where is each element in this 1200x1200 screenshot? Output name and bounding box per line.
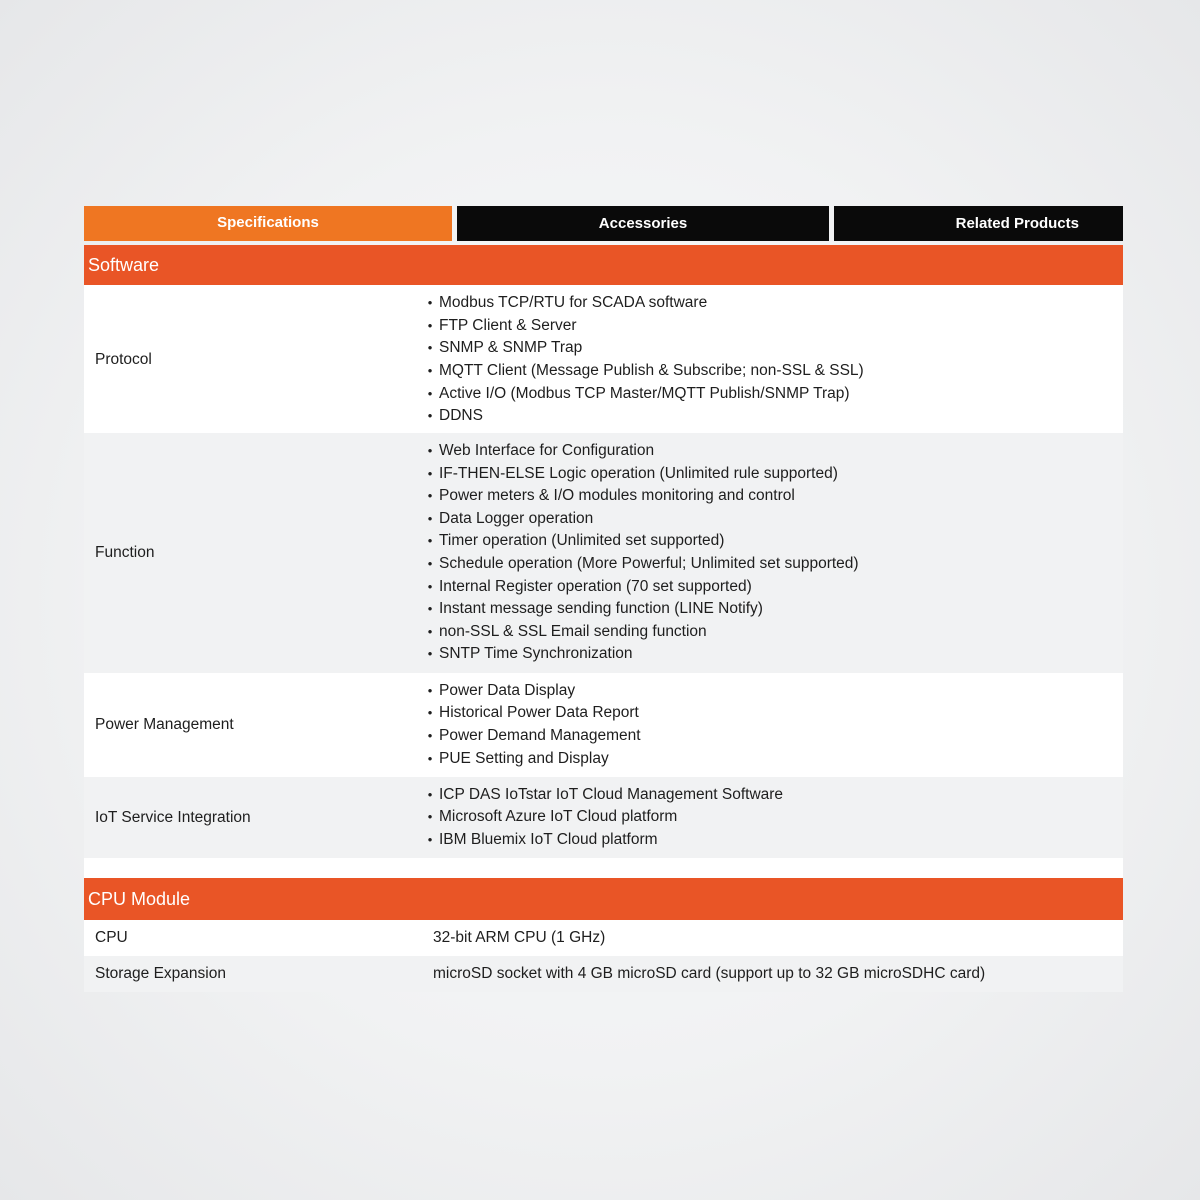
list-item xyxy=(421,315,864,338)
list-item-text: Microsoft Azure IoT Cloud platform xyxy=(439,808,678,826)
list-item-text: Power meters & I/O modules monitoring and control xyxy=(439,487,795,505)
list-item xyxy=(421,829,783,852)
list-item xyxy=(421,598,859,621)
bullet-icon: • xyxy=(427,363,433,378)
list-item-text: Timer operation (Unlimited set supported) xyxy=(439,532,725,550)
list-item xyxy=(421,576,859,599)
list-item-text: Historical Power Data Report xyxy=(439,704,639,722)
spec-label: Function xyxy=(95,544,155,561)
bullet-icon: • xyxy=(427,385,433,401)
spec-label: Storage Expansion xyxy=(95,965,226,982)
list-item-text: Data Logger operation xyxy=(439,509,594,527)
tab-bar xyxy=(84,206,1123,241)
bullet-icon: • xyxy=(427,578,433,594)
list-item xyxy=(421,530,859,553)
bullet-icon: • xyxy=(427,317,433,333)
section-spacer xyxy=(84,858,1123,878)
spec-value-list xyxy=(421,440,859,666)
list-item-text: Internal Register operation (70 set supported) xyxy=(439,577,752,595)
bullet-icon: • xyxy=(427,443,433,459)
list-item-text: Modbus TCP/RTU for SCADA software xyxy=(439,294,708,312)
spec-row-protocol xyxy=(84,285,1123,433)
list-item xyxy=(421,508,859,531)
bullet-icon: • xyxy=(427,682,433,698)
bullet-icon: • xyxy=(427,623,433,639)
list-item xyxy=(421,553,859,576)
section-header-software: Software xyxy=(84,245,1123,285)
bullet-icon: • xyxy=(427,533,433,549)
list-item-text: Web Interface for Configuration xyxy=(439,442,655,460)
list-item-text: FTP Client & Server xyxy=(439,316,577,334)
bullet-icon: • xyxy=(427,750,433,766)
list-item xyxy=(421,463,859,486)
spec-label: CPU xyxy=(95,929,128,946)
list-item-text: IBM Bluemix IoT Cloud platform xyxy=(439,830,658,848)
list-item-text: non-SSL & SSL Email sending function xyxy=(439,622,707,640)
bullet-icon: • xyxy=(427,510,433,526)
section-header-cpu-module: CPU Module xyxy=(84,878,1123,920)
spec-row-cpu xyxy=(84,920,1123,956)
list-item-text: Active I/O (Modbus TCP Master/MQTT Publish/SNMP Trap) xyxy=(439,384,850,402)
bullet-icon: • xyxy=(427,295,433,311)
list-item xyxy=(421,643,859,666)
list-item xyxy=(421,485,859,508)
bullet-icon: • xyxy=(427,786,433,802)
list-item-text: SNMP & SNMP Trap xyxy=(439,339,583,357)
bullet-icon: • xyxy=(427,556,433,571)
list-item xyxy=(421,337,864,360)
list-item xyxy=(421,383,864,406)
list-item xyxy=(421,748,641,771)
list-item xyxy=(421,806,783,829)
specifications-panel xyxy=(84,206,1123,992)
spec-label: IoT Service Integration xyxy=(95,808,251,826)
spec-value: microSD socket with 4 GB microSD card (support up to 32 GB microSDHC card) xyxy=(433,965,986,982)
spec-row-iot-service-integration xyxy=(84,777,1123,858)
spec-value-list xyxy=(421,680,641,770)
spec-value-list xyxy=(421,292,864,428)
spec-value-list xyxy=(421,784,783,852)
bullet-icon: • xyxy=(427,728,433,743)
list-item xyxy=(421,360,864,383)
list-item-text: MQTT Client (Message Publish & Subscribe; non-SSL & SSL) xyxy=(439,362,864,379)
spec-row-function xyxy=(84,433,1123,673)
list-item-text: SNTP Time Synchronization xyxy=(439,645,633,663)
list-item-text: Power Data Display xyxy=(439,681,576,699)
list-item-text: ICP DAS IoTstar IoT Cloud Management Software xyxy=(439,785,784,803)
tab-specifications[interactable]: Specifications xyxy=(84,206,452,241)
bullet-icon: • xyxy=(427,646,433,662)
bullet-icon: • xyxy=(427,809,433,825)
list-item-text: PUE Setting and Display xyxy=(439,749,609,767)
spec-row-storage-expansion xyxy=(84,956,1123,992)
list-item-text: IF-THEN-ELSE Logic operation (Unlimited rule supported) xyxy=(439,464,838,482)
bullet-icon: • xyxy=(427,408,433,424)
list-item xyxy=(421,784,783,807)
list-item xyxy=(421,680,641,703)
list-item xyxy=(421,725,641,748)
list-item xyxy=(421,292,864,315)
list-item-text: Power Demand Management xyxy=(439,727,641,744)
list-item-text: Schedule operation (More Powerful; Unlimited set supported) xyxy=(439,555,859,572)
spec-label: Power Management xyxy=(95,716,234,733)
spec-value: 32-bit ARM CPU (1 GHz) xyxy=(433,929,606,946)
list-item xyxy=(421,440,859,463)
list-item xyxy=(421,702,641,725)
bullet-icon: • xyxy=(427,488,433,504)
bullet-icon: • xyxy=(427,465,433,481)
bullet-icon: • xyxy=(427,831,433,847)
list-item-text: DDNS xyxy=(439,407,483,425)
tab-accessories[interactable]: Accessories xyxy=(457,206,829,241)
spec-label: Protocol xyxy=(95,351,152,368)
bullet-icon: • xyxy=(427,340,433,356)
spec-row-power-management xyxy=(84,673,1123,777)
bullet-icon: • xyxy=(427,705,433,721)
list-item xyxy=(421,405,864,428)
list-item xyxy=(421,621,859,644)
bullet-icon: • xyxy=(427,601,433,617)
tab-related-products[interactable]: Related Products xyxy=(834,206,1123,241)
list-item-text: Instant message sending function (LINE Notify) xyxy=(439,600,763,618)
